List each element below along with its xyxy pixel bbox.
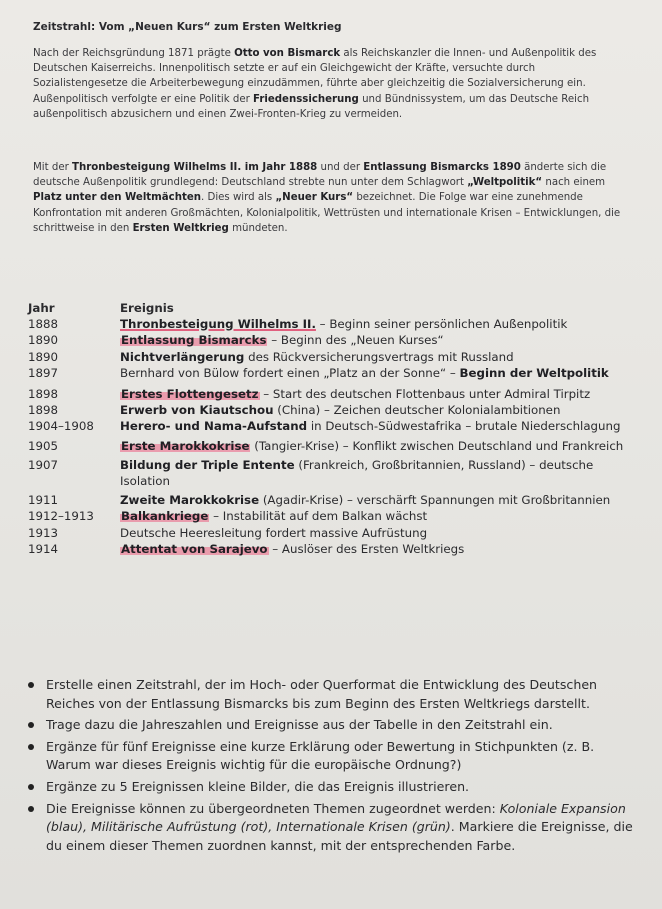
intro-paragraph-1 bbox=[33, 46, 623, 122]
event-rest: – Beginn seiner persönlichen Außenpolitik bbox=[315, 317, 568, 332]
bullet-icon bbox=[28, 806, 34, 812]
text-span: und der bbox=[317, 162, 364, 173]
text-span: änderte sich die deutsche Außenpolitik grundlegend: Deutschland strebte nun unter dem Schlagwort bbox=[33, 162, 607, 189]
row-year: 1912–1913 bbox=[28, 509, 94, 524]
row-year: 1890 bbox=[28, 349, 59, 364]
bold-span: Friedenssicherung bbox=[253, 93, 359, 105]
row-event bbox=[120, 438, 628, 454]
bullet-icon bbox=[28, 744, 34, 750]
row-year: 1913 bbox=[28, 525, 59, 540]
row-event bbox=[120, 316, 628, 332]
table-header bbox=[22, 300, 628, 316]
row-event bbox=[120, 386, 628, 402]
event-rest: (Agadir-Krise) – verschärft Spannungen mit Großbritannien bbox=[259, 493, 611, 508]
event-bold: Nichtverlängerung bbox=[120, 349, 245, 364]
row-year: 1907 bbox=[28, 457, 59, 472]
header-year: Jahr bbox=[28, 301, 55, 315]
text-span: und Bündnissystem, um das Deutsche Reich außenpolitisch abzusichern und einen Zwei-Fronten-Krieg zu vermeiden. bbox=[33, 93, 590, 120]
event-bold: Bildung der Triple Entente bbox=[120, 457, 295, 472]
row-year: 1904–1908 bbox=[28, 419, 94, 434]
bold-span: Entlassung Bismarcks 1890 bbox=[363, 162, 521, 173]
event-rest: (Frankreich, Großbritannien, Russland) – deutsche Isolation bbox=[120, 457, 594, 489]
table-row bbox=[22, 438, 628, 454]
bold-span: Thronbesteigung Wilhelms II. im Jahr 1888 bbox=[72, 162, 318, 173]
bold-span: Otto von Bismarck bbox=[234, 48, 341, 59]
row-event bbox=[120, 541, 628, 557]
row-year: 1905 bbox=[28, 438, 59, 453]
event-rest: (Tangier-Krise) – Konflikt zwischen Deutschland und Frankreich bbox=[250, 438, 624, 453]
text-span: bezeichnet. Die Folge war eine zunehmende Konfrontation mit anderen Großmächten, Kolonialpolitik, Wettrüsten und internationale Krisen – Entwicklungen, die schrittweise in den bbox=[33, 192, 621, 234]
text-span: Nach der Reichsgründung 1871 prägte bbox=[33, 48, 235, 59]
table-row bbox=[22, 402, 628, 418]
row-year: 1888 bbox=[28, 317, 59, 332]
row-event bbox=[120, 402, 628, 418]
event-bold: Zweite Marokkokrise bbox=[120, 493, 260, 508]
text-span: nach einem bbox=[542, 177, 606, 189]
row-year: 1890 bbox=[28, 333, 59, 348]
task-item bbox=[28, 738, 638, 775]
bold-span: Ersten Weltkrieg bbox=[132, 222, 229, 234]
task-item bbox=[28, 676, 638, 713]
table-row bbox=[22, 525, 628, 541]
event-bold: Thronbesteigung Wilhelms II. bbox=[120, 317, 316, 332]
event-bold-highlighted: Balkankriege bbox=[121, 509, 209, 524]
event-bold-highlighted: Erstes Flottengesetz bbox=[121, 387, 259, 402]
row-year: 1911 bbox=[28, 493, 59, 508]
events-table bbox=[22, 300, 628, 557]
bullet-icon bbox=[28, 682, 34, 688]
event-rest: – Start des deutschen Flottenbaus unter Admiral Tirpitz bbox=[259, 387, 591, 402]
row-event bbox=[120, 508, 628, 524]
event-bold-highlighted: Entlassung Bismarcks bbox=[121, 333, 267, 348]
row-event bbox=[120, 349, 628, 365]
table-row bbox=[22, 316, 628, 332]
table-row bbox=[22, 386, 628, 402]
row-event bbox=[120, 365, 628, 381]
text-span: mündeten. bbox=[228, 222, 288, 234]
row-year: 1914 bbox=[28, 541, 59, 556]
event-rest: – Instabilität auf dem Balkan wächst bbox=[209, 509, 428, 524]
row-year: 1898 bbox=[28, 403, 59, 418]
row-event bbox=[120, 457, 628, 489]
table-row bbox=[22, 457, 628, 489]
event-rest: in Deutsch-Südwestafrika – brutale Niederschlagung bbox=[307, 419, 621, 434]
table-row bbox=[22, 508, 628, 524]
event-bold: Erwerb von Kiautschou bbox=[120, 403, 274, 418]
bullet-icon bbox=[28, 722, 34, 728]
row-year: 1898 bbox=[28, 387, 59, 402]
bold-span: Platz unter den Weltmächten bbox=[33, 192, 201, 204]
row-year: 1897 bbox=[28, 365, 59, 380]
worksheet-title: Zeitstrahl: Vom „Neuen Kurs“ zum Ersten Weltkrieg bbox=[33, 21, 342, 33]
row-event bbox=[120, 418, 628, 434]
table-row bbox=[22, 332, 628, 348]
task-item bbox=[28, 778, 638, 797]
event-pre: Bernhard von Bülow fordert einen „Platz an der Sonne“ – bbox=[120, 365, 460, 380]
header-event: Ereignis bbox=[120, 301, 174, 315]
task-text: Trage dazu die Jahreszahlen und Ereignisse aus der Tabelle in den Zeitstrahl ein. bbox=[46, 717, 553, 733]
task-text: Die Ereignisse können zu übergeordneten Themen zugeordnet werden: bbox=[46, 800, 500, 816]
event-rest: des Rückversicherungsvertrags mit Russland bbox=[244, 349, 514, 364]
row-event bbox=[120, 332, 628, 348]
task-item bbox=[28, 800, 638, 856]
event-bold: Herero- und Nama-Aufstand bbox=[120, 419, 308, 434]
text-span: . Dies wird als bbox=[201, 192, 276, 204]
event-rest: – Auslöser des Ersten Weltkriegs bbox=[268, 541, 465, 556]
bold-span: „Weltpolitik“ bbox=[467, 177, 543, 189]
task-list bbox=[28, 676, 638, 858]
event-bold-highlighted: Erste Marokkokrise bbox=[121, 438, 250, 453]
table-row bbox=[22, 365, 628, 381]
text-span: Mit der bbox=[33, 162, 73, 173]
task-text: Ergänze für fünf Ereignisse eine kurze Erklärung oder Bewertung in Stichpunkten (z. B. Warum war dieses Ereignis wichtig für die europäische Ordnung?) bbox=[46, 738, 595, 773]
task-text: Erstelle einen Zeitstrahl, der im Hoch- oder Querformat die Entwicklung des Deutschen Reiches von der Entlassung Bismarcks bis zum Beginn des Ersten Weltkriegs darstellt. bbox=[46, 677, 598, 711]
table-row bbox=[22, 541, 628, 557]
bold-span: „Neuer Kurs“ bbox=[275, 192, 354, 204]
table-row bbox=[22, 349, 628, 365]
event-bold-highlighted: Attentat von Sarajevo bbox=[121, 541, 268, 556]
task-italic: Koloniale Expansion (blau), Militärische Aufrüstung (rot), Internationale Krisen (grün) bbox=[46, 800, 626, 835]
task-text: Ergänze zu 5 Ereignissen kleine Bilder, die das Ereignis illustrieren. bbox=[46, 778, 470, 794]
table-row bbox=[22, 492, 628, 508]
event-rest: Deutsche Heeresleitung fordert massive Aufrüstung bbox=[120, 525, 428, 540]
task-text: . Markiere die Ereignisse, die du einem dieser Themen zuordnen kannst, mit der entsprechenden Farbe. bbox=[46, 819, 633, 853]
row-event bbox=[120, 492, 628, 508]
table-row bbox=[22, 418, 628, 434]
event-rest: (China) – Zeichen deutscher Kolonialambitionen bbox=[273, 403, 561, 418]
intro-paragraph-2 bbox=[33, 160, 623, 236]
event-rest: – Beginn des „Neuen Kurses“ bbox=[267, 333, 444, 348]
event-bold: Beginn der Weltpolitik bbox=[459, 365, 609, 380]
row-event bbox=[120, 525, 628, 541]
bullet-icon bbox=[28, 784, 34, 790]
task-item bbox=[28, 716, 638, 735]
text-span: als Reichskanzler die Innen- und Außenpolitik des Deutschen Kaiserreichs. Innenpolitisch setzte er auf ein Gleichgewicht der Kräfte, versuchte durch Sozialistengesetze die Arbeiterbewegung einzudämmen, führte aber gleichzeitig die Sozialversicherung ein. Außenpolitisch verfolgte er eine Politik der bbox=[33, 48, 597, 105]
